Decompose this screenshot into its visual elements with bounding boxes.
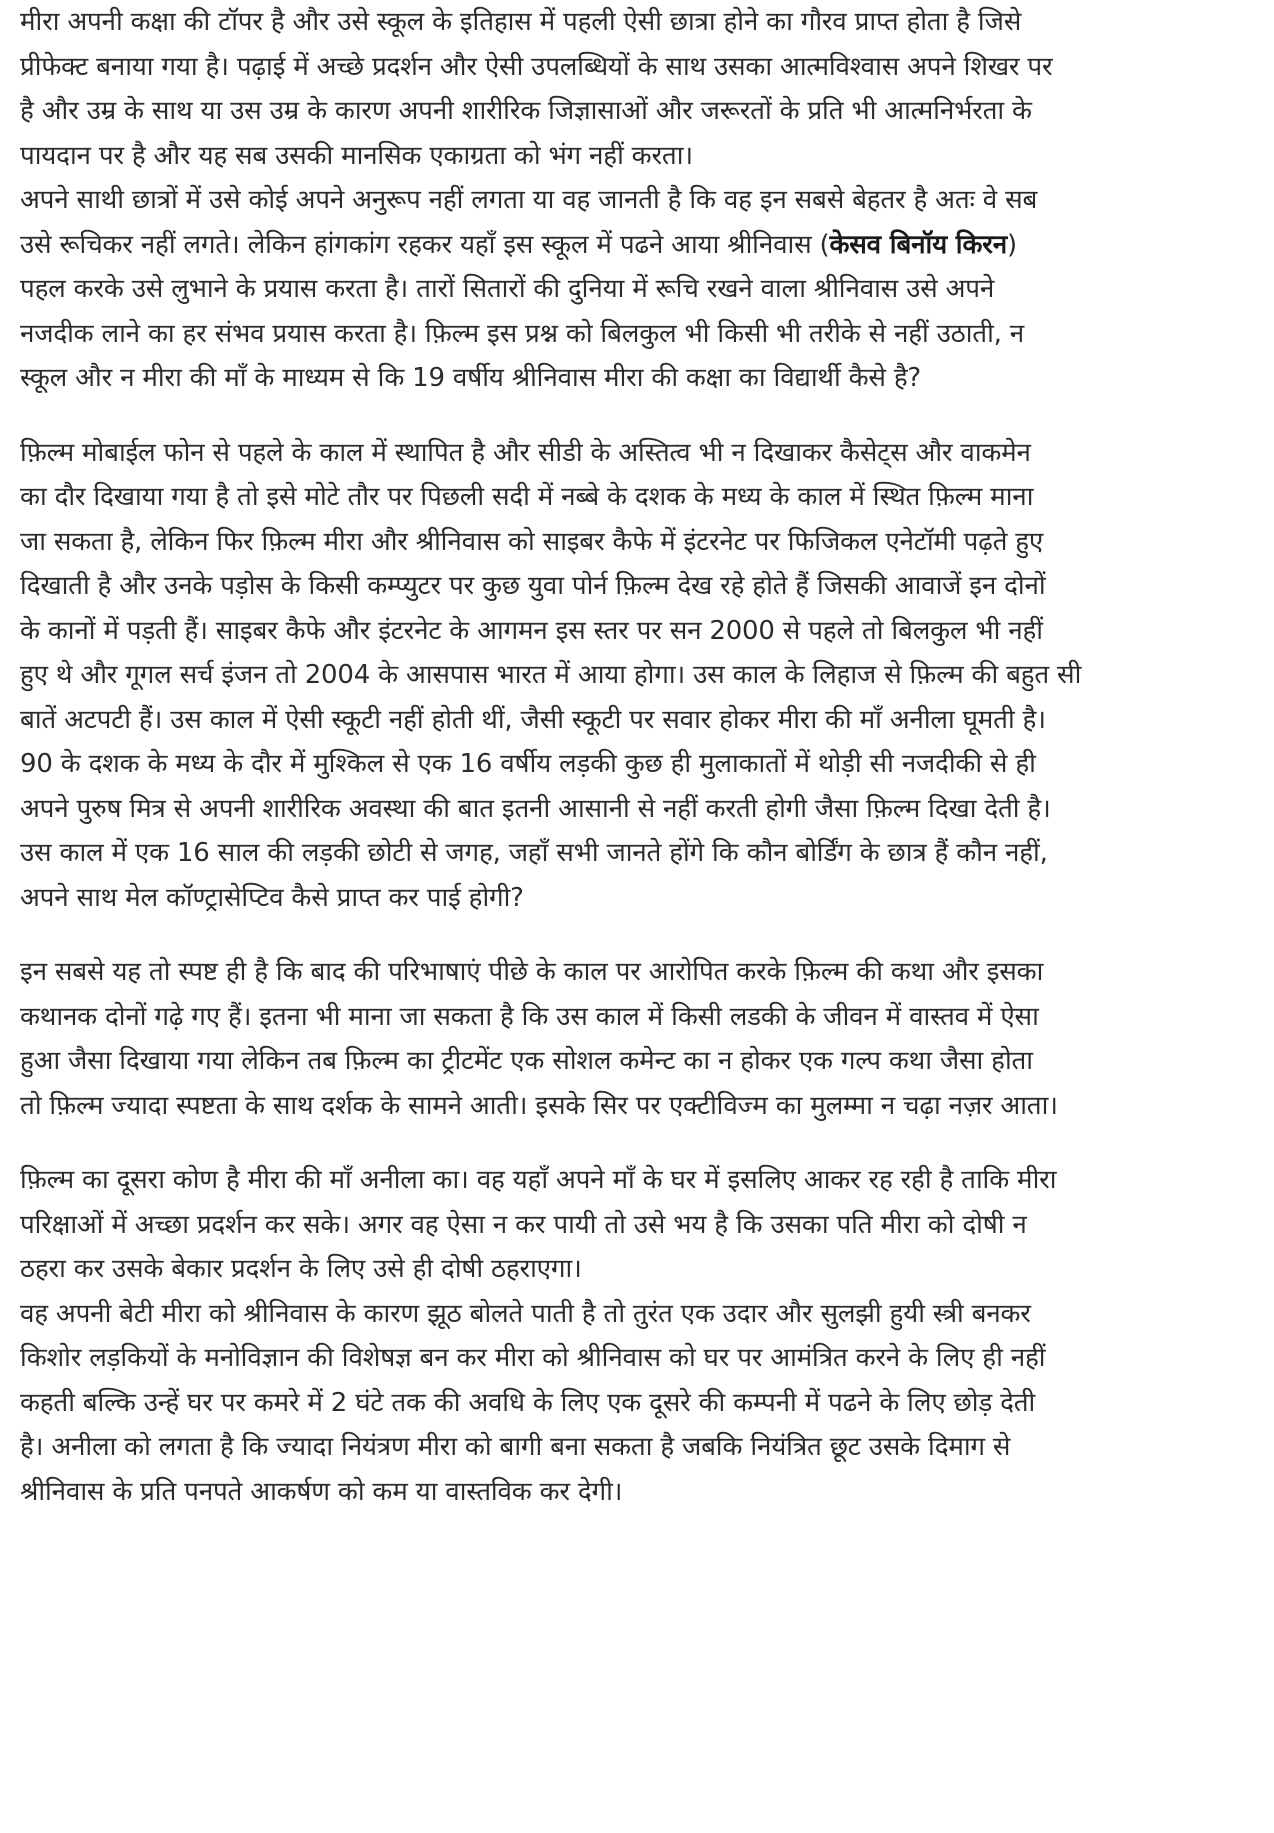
text-line: स्कूल और न मीरा की माँ के माध्यम से कि 19 वर्षीय श्रीनिवास मीरा की कक्षा का विद्यार्थी कैसे है? bbox=[20, 363, 922, 393]
text-fragment: ) bbox=[1006, 229, 1017, 260]
text-line: हुए थे और गूगल सर्च इंजन तो 2004 के आसपास भारत में आया होगा। उस काल के लिहाज से फ़िल्म की बहुत सी bbox=[20, 660, 1082, 690]
text-line: है और उम्र के साथ या उस उम्र के कारण अपनी शारीरिक जिज्ञासाओं और जरूरतों के प्रति भी आत्मनिर्भरता के bbox=[20, 96, 1032, 126]
text-line: श्रीनिवास के प्रति पनपते आकर्षण को कम या वास्तविक कर देगी। bbox=[20, 1476, 623, 1507]
text-fragment: उसे रूचिकर नहीं लगते। लेकिन हांगकांग रहकर यहाँ इस स्कूल में पढने आया श्रीनिवास ( bbox=[20, 229, 830, 260]
text-line: फ़िल्म का दूसरा कोण है मीरा की माँ अनीला का। वह यहाँ अपने माँ के घर में इसलिए आकर रह रही है ताकि मीरा bbox=[20, 1165, 1057, 1195]
text-line: अपने पुरुष मित्र से अपनी शारीरिक अवस्था की बात इतनी आसानी से नहीं करती होगी जैसा फ़िल्म दिखा देती है। bbox=[20, 793, 1051, 824]
paragraph-2 bbox=[20, 178, 1258, 401]
text-line: का दौर दिखाया गया है तो इसे मोटे तौर पर पिछली सदी में नब्बे के दशक के मध्य के काल में स्थित फ़िल्म माना bbox=[20, 482, 1034, 512]
text-line: परिक्षाओं में अच्छा प्रदर्शन कर सके। अगर वह ऐसा न कर पायी तो उसे भय है कि उसका पति मीरा को दोषी न bbox=[20, 1209, 1027, 1240]
text-line: अपने साथी छात्रों में उसे कोई अपने अनुरूप नहीं लगता या वह जानती है कि वह इन सबसे बेहतर है अतः वे सब bbox=[20, 185, 1038, 215]
text-line: उस काल में एक 16 साल की लड़की छोटी से जगह, जहाँ सभी जानते होंगे कि कौन बोर्डिंग के छात्र हैं कौन नहीं, bbox=[20, 838, 1048, 868]
text-line: 90 के दशक के मध्य के दौर में मुश्किल से एक 16 वर्षीय लड़की कुछ ही मुलाकातों में थोड़ी सी नजदीकी से ही bbox=[20, 749, 1036, 779]
text-line: ठहरा कर उसके बेकार प्रदर्शन के लिए उसे ही दोषी ठहराएगा। bbox=[20, 1254, 582, 1284]
text-line: वह अपनी बेटी मीरा को श्रीनिवास के कारण झूठ बोलते पाती है तो तुरंत एक उदार और सुलझी हुयी स्त्री बनकर bbox=[20, 1298, 1031, 1329]
text-line: किशोर लड़कियों के मनोविज्ञान की विशेषज्ञ बन कर मीरा को श्रीनिवास को घर पर आमंत्रित करने के लिए ही नहीं bbox=[20, 1343, 1046, 1373]
text-line: इन सबसे यह तो स्पष्ट ही है कि बाद की परिभाषाएं पीछे के काल पर आरोपित करके फ़िल्म की कथा और इसका bbox=[20, 957, 1044, 987]
text-line: मीरा अपनी कक्षा की टॉपर है और उसे स्कूल के इतिहास में पहली ऐसी छात्रा होने का गौरव प्राप्त होता है जिसे bbox=[20, 7, 1022, 37]
text-line: प्रीफेक्ट बनाया गया है। पढ़ाई में अच्छे प्रदर्शन और ऐसी उपलब्धियों के साथ उसका आत्मविश्वास अपने शिखर पर bbox=[20, 51, 1053, 82]
text-line: हुआ जैसा दिखाया गया लेकिन तब फ़िल्म का ट्रीटमेंट एक सोशल कमेन्ट का न होकर एक गल्प कथा जैसा होता bbox=[20, 1046, 1033, 1076]
text-line: है। अनीला को लगता है कि ज्यादा नियंत्रण मीरा को बागी बना सकता है जबकि नियंत्रित छूट उसके दिमाग से bbox=[20, 1432, 1011, 1462]
text-line: दिखाती है और उनके पड़ोस के किसी कम्प्युटर पर कुछ युवा पोर्न फ़िल्म देख रहे होते हैं जिसकी आवाजें इन दोनों bbox=[20, 571, 1046, 601]
text-line: फ़िल्म मोबाईल फोन से पहले के काल में स्थापित है और सीडी के अस्तित्व भी न दिखाकर कैसेट्स और वाकमेन bbox=[20, 437, 1031, 468]
text-line: के कानों में पड़ती हैं। साइबर कैफे और इंटरनेट के आगमन इस स्तर पर सन 2000 से पहले तो बिलकुल भी नहीं bbox=[20, 615, 1043, 646]
text-line: पहल करके उसे लुभाने के प्रयास करता है। तारों सितारों की दुनिया में रूचि रखने वाला श्रीनिवास उसे अपने bbox=[20, 274, 995, 304]
text-line: अपने साथ मेल कॉण्ट्रासेप्टिव कैसे प्राप्त कर पाई होगी? bbox=[20, 882, 524, 913]
text-line: बातें अटपटी हैं। उस काल में ऐसी स्कूटी नहीं होती थीं, जैसी स्कूटी पर सवार होकर मीरा की माँ अनीला घूमती है। bbox=[20, 704, 1046, 735]
text-line: पायदान पर है और यह सब उसकी मानसिक एकाग्रता को भंग नहीं करता। bbox=[20, 140, 693, 171]
paragraph-3 bbox=[20, 431, 1258, 921]
paragraph-6 bbox=[20, 1292, 1258, 1515]
text-line: कथानक दोनों गढ़े गए हैं। इतना भी माना जा सकता है कि उस काल में किसी लडकी के जीवन में वास्तव में ऐसा bbox=[20, 1001, 1039, 1032]
text-line: तो फ़िल्म ज्यादा स्पष्टता के साथ दर्शक के सामने आती। इसके सिर पर एक्टीविज्म का मुलम्मा न चढ़ा नज़र आता। bbox=[20, 1090, 1058, 1121]
actor-name: केसव बिनॉय किरन bbox=[829, 229, 1007, 260]
text-line-with-actor bbox=[20, 223, 1258, 268]
text-line: नजदीक लाने का हर संभव प्रयास करता है। फ़िल्म इस प्रश्न को बिलकुल भी किसी भी तरीके से नहीं उठाती, न bbox=[20, 318, 1025, 349]
paragraph-5 bbox=[20, 1158, 1258, 1292]
paragraph-4 bbox=[20, 950, 1258, 1128]
text-line: जा सकता है, लेकिन फिर फ़िल्म मीरा और श्रीनिवास को साइबर कैफे में इंटरनेट पर फिजिकल एनेटॉमी पढ़ते हुए bbox=[20, 526, 1044, 557]
paragraph-1 bbox=[20, 0, 1258, 178]
text-line: कहती बल्कि उन्हें घर पर कमरे में 2 घंटे तक की अवधि के लिए एक दूसरे की कम्पनी में पढने के लिए छोड़ देती bbox=[20, 1387, 1036, 1418]
